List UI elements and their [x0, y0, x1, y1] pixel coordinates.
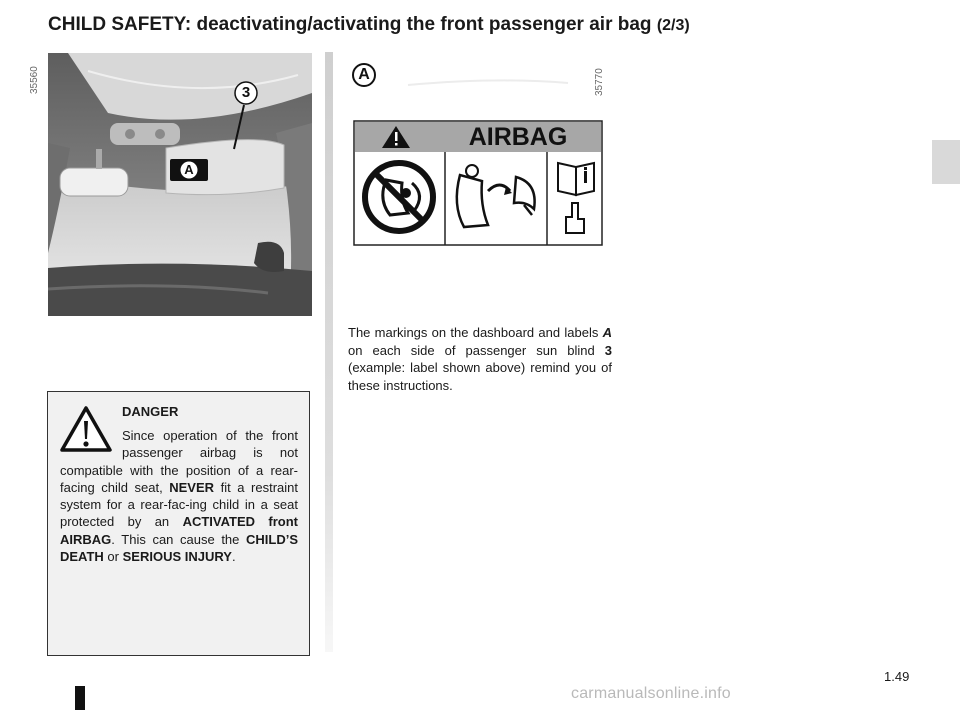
- figure-letter: A: [352, 63, 376, 87]
- callout-number: 3: [241, 84, 251, 101]
- body-paragraph: [348, 324, 612, 394]
- page-number: 1.49: [884, 669, 910, 684]
- danger-never: NEVER: [169, 479, 215, 495]
- callout-letter: A: [184, 162, 194, 177]
- page-title: [48, 14, 690, 36]
- danger-activated-airbag: ACTIVATED front AIRBAG: [60, 514, 299, 547]
- body-text-1: The markings on the dashboard and labels: [348, 325, 603, 340]
- column-divider: [325, 52, 333, 652]
- body-text-3: (example: label shown above) remind you of these instructions.: [348, 360, 612, 393]
- airbag-banner-text: AIRBAG: [468, 123, 568, 151]
- danger-text-5: .: [231, 549, 236, 565]
- callout-leader-line: [234, 105, 244, 149]
- danger-heading: DANGER: [122, 404, 179, 419]
- label-figure-code: 35770: [594, 68, 605, 96]
- page-part-indicator: (2/3): [656, 17, 690, 34]
- photo-figure-code: 35560: [29, 66, 40, 94]
- danger-text-1: Since operation of the front passenger airbag is not compatible with the position of a rear-facing child seat,: [60, 428, 298, 495]
- no-rear-facing-seat-icon: [365, 163, 433, 231]
- page-title-text: CHILD SAFETY: deactivating/activating the front passenger air bag: [48, 14, 652, 35]
- airbag-label-figure: [348, 55, 610, 265]
- danger-text-2: fit a restraint system for a rear-fac-ing child in a seat protected by an: [60, 479, 298, 530]
- watermark: carmanualsonline.info: [571, 685, 731, 702]
- danger-warning-icon: [60, 405, 112, 453]
- corner-mark: [75, 686, 85, 710]
- body-label-ref: A: [602, 325, 612, 340]
- section-tab: [932, 140, 960, 184]
- body-blind-ref: 3: [604, 342, 612, 358]
- danger-box: [47, 391, 310, 656]
- airbag-label-illustration: [348, 55, 610, 265]
- danger-text-4: or: [103, 549, 123, 565]
- danger-childs-death: CHILD’S DEATH: [60, 531, 298, 565]
- body-text-2: on each side of passenger sun blind: [348, 342, 605, 358]
- danger-serious-injury: SERIOUS INJURY: [122, 549, 232, 565]
- photo-callouts: [48, 53, 312, 316]
- danger-text-3: . This can cause the: [111, 531, 246, 547]
